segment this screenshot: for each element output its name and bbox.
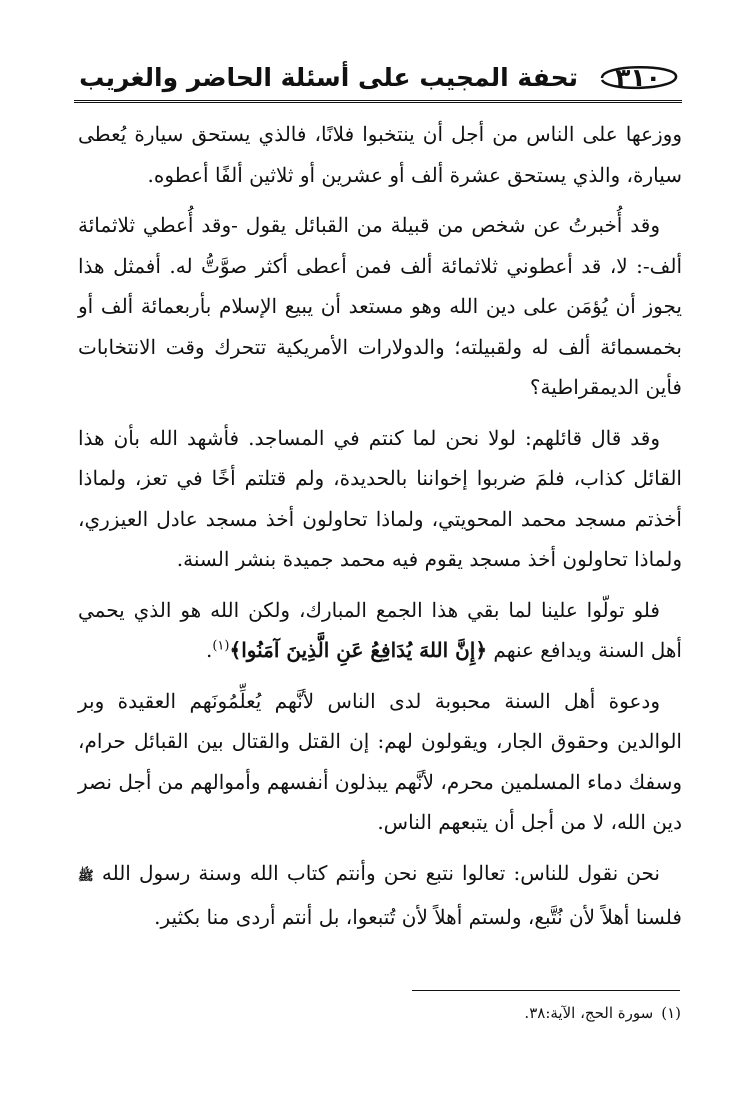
book-title: تحفة المجيب على أسئلة الحاضر والغريب [79,63,578,92]
page-number-frame [594,60,682,96]
paragraph-text: . [205,638,213,662]
paragraph: ووزعها على الناس من أجل أن ينتخبوا فلانًا، فالذي يستحق سيارة يُعطى سيارة، والذي يستحق عشرة ألف أو عشرين أو ثلاثين ألفًا أعطوه. [78,122,682,187]
header-rule [74,100,682,103]
paragraph-with-salutation [78,853,682,938]
page-number: ٣١٠ [615,63,661,92]
salutation-glyph: ﷺ [78,868,94,884]
page-header [74,58,682,104]
footnote-number: (١) [661,1004,681,1022]
paragraph-text: فلو تولّوا علينا لما بقي هذا الجمع المبارك، ولكن الله هو الذي يحمي أهل السنة ويدافع عنهم [78,597,682,662]
quran-verse: ﴿إِنَّ اللهَ يُدَافِعُ عَنِ الَّذِينَ آمَنُوا﴾ [229,638,488,662]
footnote-reference[interactable]: (١) [212,638,230,654]
paragraph: وقد أُخبرتُ عن شخص من قبيلة من القبائل يقول -وقد أُعطي ثلاثمائة ألف-: لا، قد أعطوني ثلاثمائة ألف فمن أعطى أكثر صوَّتُّ له. أفمثل هذا يجوز أن يُؤمَن على دين الله وهو مستعد أن يبيع الإسلام بأربعمائة ألف أو بخمسمائة ألف له ولقبيلته؛ والدولارات الأمريكية تتحرك وقت الانتخابات فأين الديمقراطية؟ [78,213,682,399]
paragraph-with-quran [78,590,682,671]
paragraph-text: فلسنا أهلاً لأن نُتَّبع، ولستم أهلاً لأن تُتبعوا، بل أنتم أردى منا بكثير. [154,905,682,929]
paragraph: ودعوة أهل السنة محبوبة لدى الناس لأنَّهم يُعلِّمُونَهم العقيدة وبر الوالدين وحقوق الجار، ويقولون لهم: إن القتل والقتال بين القبائل حرام، وسفك دماء المسلمين محرم، لأنَّهم يبذلون أنفسهم وأموالهم من أجل نصر دين الله، لا من أجل أن يتبعهم الناس. [78,688,682,834]
footnote-text: سورة الحج، الآية:٣٨. [524,1004,654,1022]
paragraph-text: نحن نقول للناس: تعالوا نتبع نحن وأنتم كتاب الله وسنة رسول الله [93,860,660,885]
paragraph: وقد قال قائلهم: لولا نحن لما كنتم في المساجد. فأشهد الله بأن هذا القائل كذاب، فلمَ ضربوا إخواننا بالحديدة، ولم قتلتم أخًا في تعز، ولماذا أخذتم مسجد محمد المحويتي، ولماذا تحاولون أخذ مسجد عادل العيزري، ولماذا تحاولون أخذ مسجد يقوم فيه محمد جميدة بنشر السنة. [78,425,682,571]
footnote [181,1000,681,1026]
footnote-rule [412,990,680,991]
main-text [78,114,682,948]
